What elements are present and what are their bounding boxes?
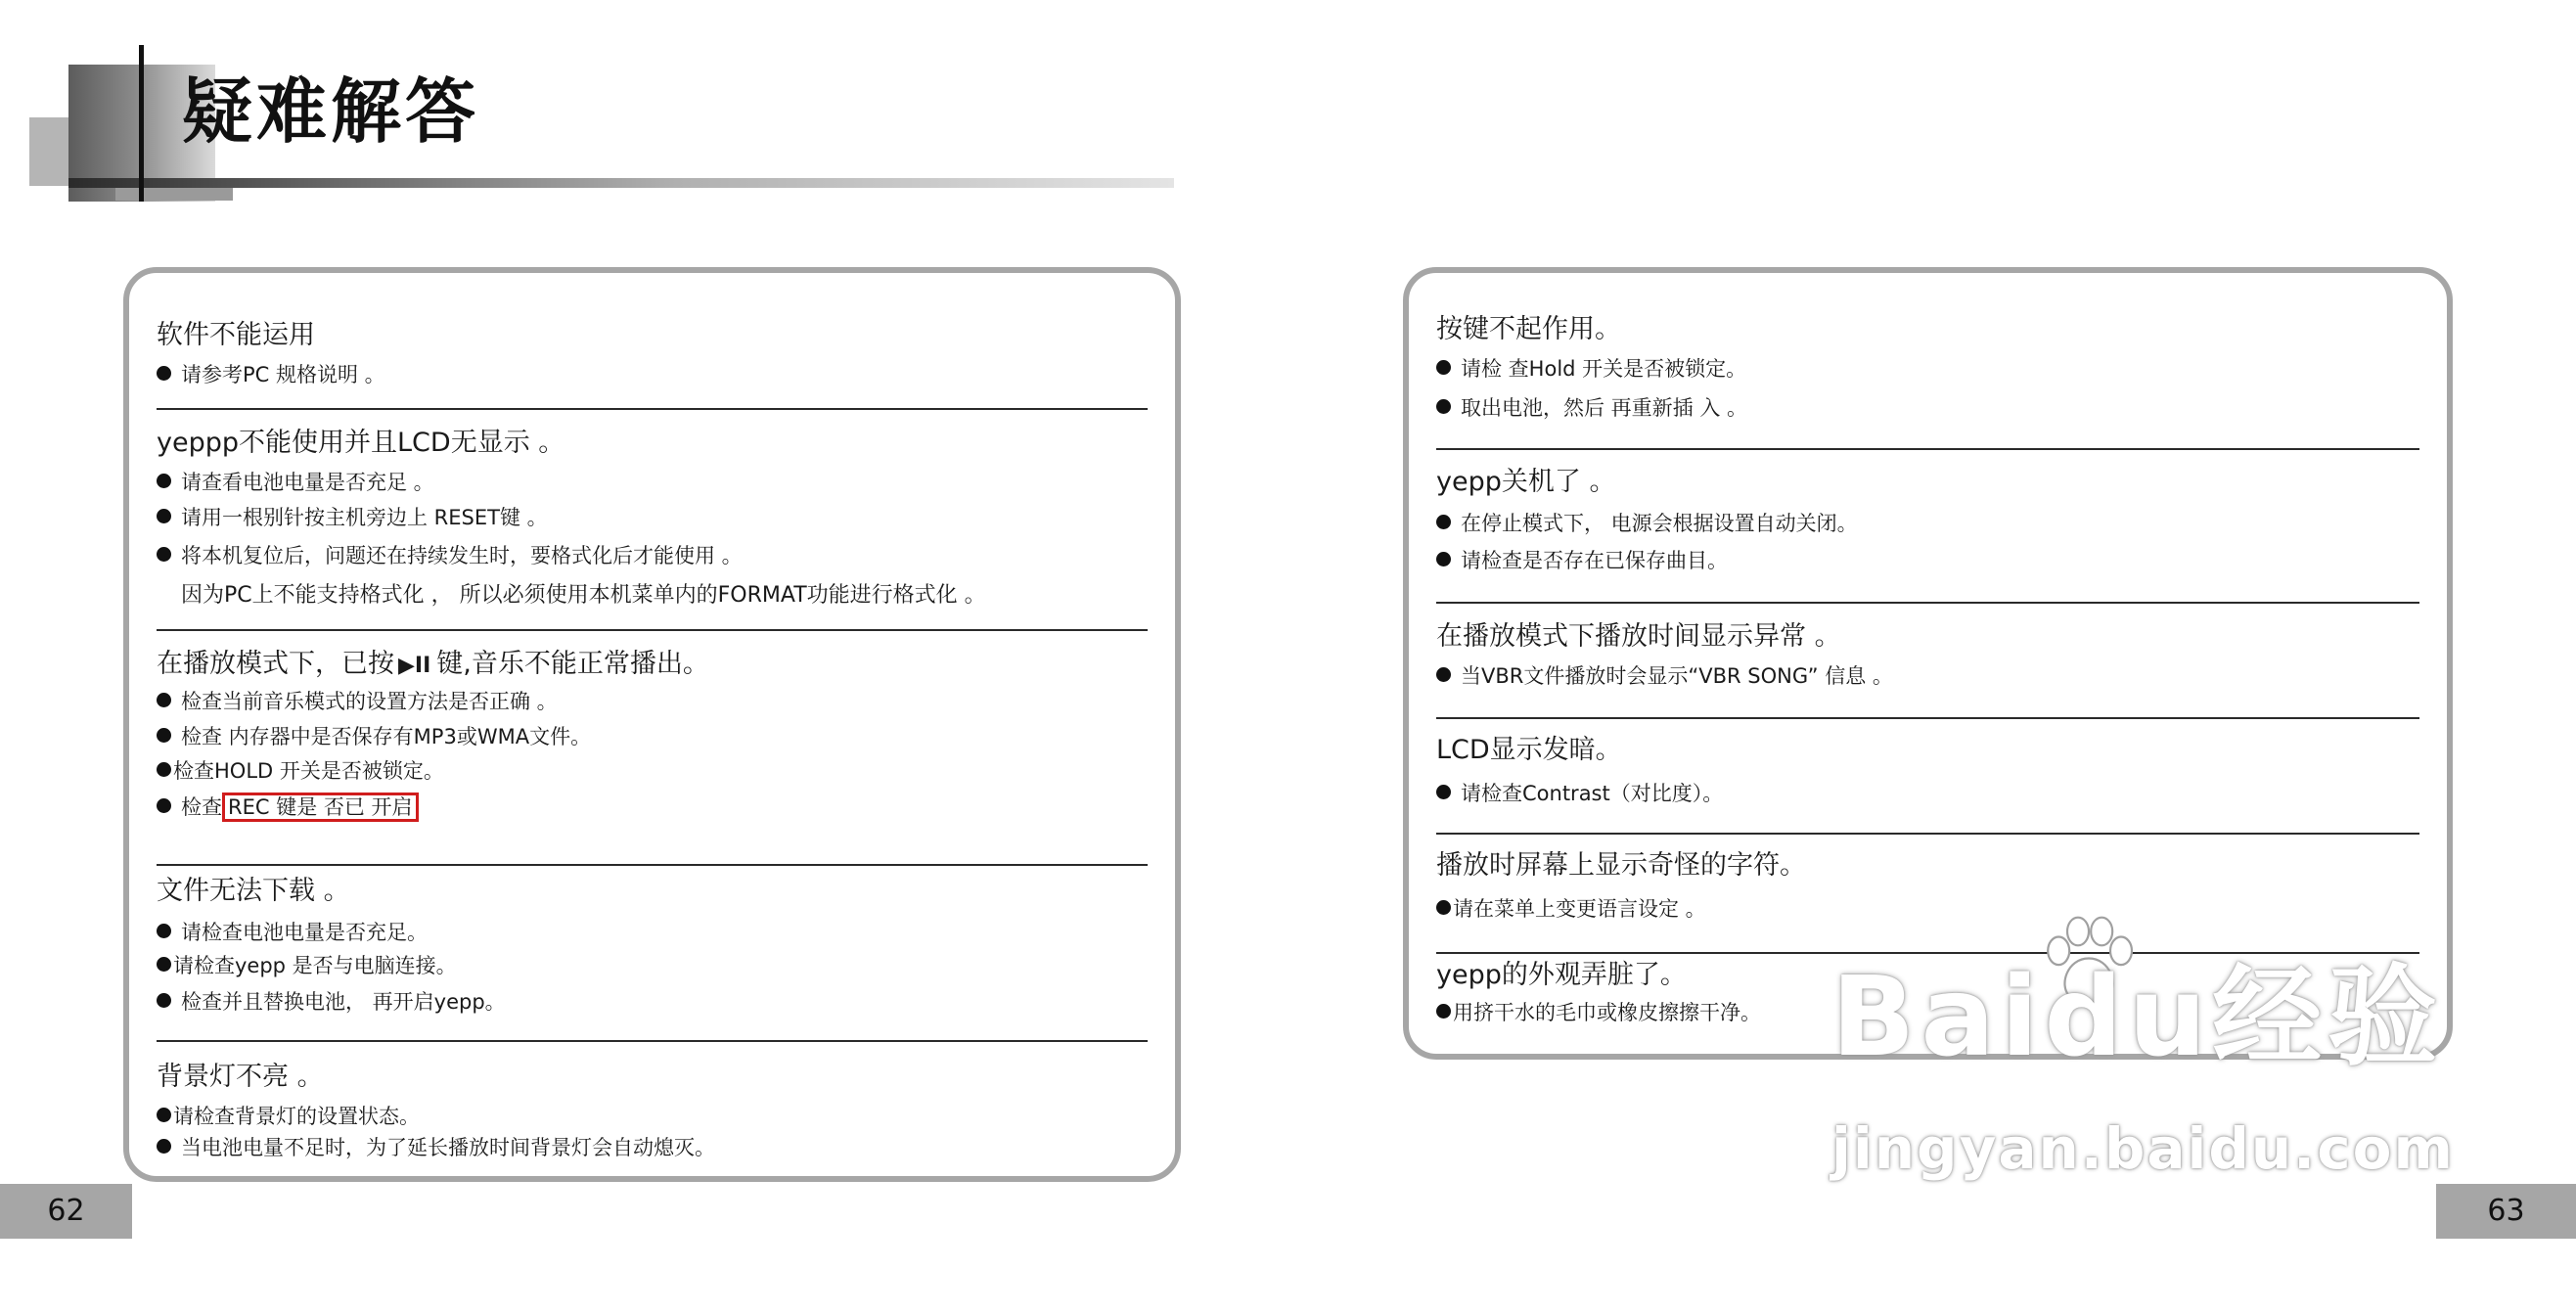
- faq-item-text: 检查: [181, 794, 222, 819]
- faq-item: [157, 759, 1148, 784]
- faq-item-text: 请检查yepp 是否与电脑连接。: [173, 953, 457, 977]
- faq-item-text: 请在菜单上变更语言设定 。: [1453, 897, 1706, 922]
- faq-item-text: 在停止模式下， 电源会根据设置自动关闭。: [1461, 512, 1858, 536]
- faq-item-text: 请检查电池电量是否充足。: [181, 921, 428, 945]
- faq-item: [157, 544, 1148, 568]
- faq-item: [1436, 396, 2419, 421]
- troubleshooting-panel-left: [123, 267, 1181, 1182]
- faq-section: [157, 320, 1148, 410]
- faq-item: [1436, 512, 2419, 536]
- faq-section: [157, 1062, 1148, 1169]
- faq-heading: yepp关机了 。: [1436, 467, 1616, 497]
- page-number-right: 63: [2436, 1184, 2576, 1239]
- faq-item-text: 取出电池，然后 再重新插 入 。: [1461, 395, 1748, 420]
- bullet-icon: [157, 924, 171, 938]
- faq-heading: 文件无法下载 。: [157, 876, 350, 906]
- bullet-icon: [1436, 360, 1451, 375]
- faq-item-text: 请检查背景灯的设置状态。: [173, 1105, 420, 1129]
- faq-item: [157, 471, 1148, 495]
- bullet-icon: [1436, 552, 1451, 566]
- bullet-icon: [1436, 515, 1451, 529]
- faq-item: [1436, 357, 2419, 382]
- faq-section: [1436, 314, 2419, 450]
- faq-item-text: 请查看电池电量是否充足 。: [181, 471, 434, 495]
- faq-heading: yepp的外观弄脏了。: [1436, 960, 1687, 990]
- faq-heading: 播放时屏幕上显示奇怪的字符。: [1436, 850, 1806, 881]
- faq-item: [157, 954, 1148, 978]
- rec-key-highlight: REC 键是 否已 开启: [222, 793, 419, 822]
- faq-heading-end: 键,音乐不能正常播出。: [436, 649, 709, 679]
- faq-item-text: 请用一根别针按主机旁边上 RESET键 。: [181, 505, 548, 529]
- bullet-icon: [157, 366, 171, 381]
- bullet-icon: [157, 1139, 171, 1154]
- bullet-icon: [157, 474, 171, 488]
- bullet-icon: [1436, 900, 1451, 915]
- faq-item-text: 请参考PC 规格说明 。: [181, 363, 385, 387]
- faq-item-text: 检查并且替换电池， 再开启yepp。: [181, 989, 506, 1014]
- bullet-icon: [1436, 1004, 1451, 1019]
- faq-heading: 软件不能运用: [157, 320, 315, 350]
- bullet-icon: [157, 957, 171, 972]
- faq-section: [157, 649, 1148, 866]
- bullet-icon: [157, 993, 171, 1008]
- bullet-icon: [157, 509, 171, 523]
- faq-heading: 在播放模式下播放时间显示异常 。: [1436, 621, 1841, 652]
- faq-item-text: 检查 内存器中是否保存有MP3或WMA文件。: [181, 724, 592, 748]
- header-underline: [68, 178, 1174, 188]
- faq-item: [157, 363, 1148, 387]
- bullet-icon: [1436, 399, 1451, 414]
- bullet-icon: [157, 762, 171, 777]
- faq-item: [1436, 782, 2419, 806]
- faq-item-text: 检查当前音乐模式的设置方法是否正确 。: [181, 690, 558, 714]
- faq-item: [157, 1136, 1148, 1160]
- header-vertical-line: [139, 45, 144, 202]
- faq-item-text: 检查HOLD 开关是否被锁定。: [173, 758, 444, 783]
- faq-item: [1436, 664, 2419, 689]
- faq-item-continuation: 因为PC上不能支持格式化 ， 所以必须使用本机菜单内的FORMAT功能进行格式化 。: [181, 582, 986, 608]
- faq-section: [1436, 735, 2419, 835]
- faq-heading: yeppp不能使用并且LCD无显示 。: [157, 428, 565, 458]
- bullet-icon: [157, 1108, 171, 1122]
- faq-section: [1436, 467, 2419, 604]
- faq-item-text: 当VBR文件播放时会显示“VBR SONG” 信息 。: [1461, 664, 1893, 689]
- faq-section: [1436, 621, 2419, 719]
- watermark-url: jingyan.baidu.com: [1831, 1115, 2455, 1182]
- faq-item-text: 当电池电量不足时，为了延长播放时间背景灯会自动熄灭。: [181, 1135, 715, 1159]
- faq-heading: [157, 649, 1148, 680]
- faq-heading: 背景灯不亮 。: [157, 1062, 324, 1092]
- baidu-watermark: [1820, 929, 2455, 1223]
- faq-item: [157, 690, 1148, 714]
- bullet-icon: [157, 693, 171, 707]
- faq-heading: LCD显示发暗。: [1436, 735, 1622, 765]
- faq-item: [1436, 549, 2419, 573]
- bullet-icon: [157, 798, 171, 813]
- faq-item-text: 用挤干水的毛巾或橡皮擦擦干净。: [1453, 1001, 1761, 1025]
- bullet-icon: [1436, 667, 1451, 682]
- faq-item: [157, 1105, 1148, 1129]
- faq-item-text: 请检查Contrast（对比度）。: [1461, 782, 1724, 806]
- faq-item-text: 请检查是否存在已保存曲目。: [1461, 548, 1728, 572]
- bullet-icon: [1436, 785, 1451, 799]
- faq-item: [1436, 897, 2419, 922]
- bullet-icon: [157, 547, 171, 562]
- page-title: 疑难解答: [182, 69, 480, 153]
- faq-section: [157, 428, 1148, 631]
- faq-item-text: 请检 查Hold 开关是否被锁定。: [1461, 357, 1747, 382]
- faq-item: [157, 725, 1148, 749]
- faq-item: [157, 506, 1148, 530]
- watermark-logo: Baidu经验: [1831, 954, 2444, 1081]
- faq-heading: 按键不起作用。: [1436, 314, 1621, 344]
- faq-item: [157, 921, 1148, 945]
- faq-heading-start: 在播放模式下，已按: [157, 649, 394, 679]
- faq-item: [157, 795, 1148, 820]
- bullet-icon: [157, 728, 171, 743]
- page-number-left: 62: [0, 1184, 132, 1239]
- faq-item: [157, 990, 1148, 1015]
- play-pause-icon: ▶II: [398, 654, 431, 678]
- faq-section: [157, 876, 1148, 1042]
- faq-item-text: 将本机复位后，问题还在持续发生时，要格式化后才能使用 。: [181, 543, 743, 567]
